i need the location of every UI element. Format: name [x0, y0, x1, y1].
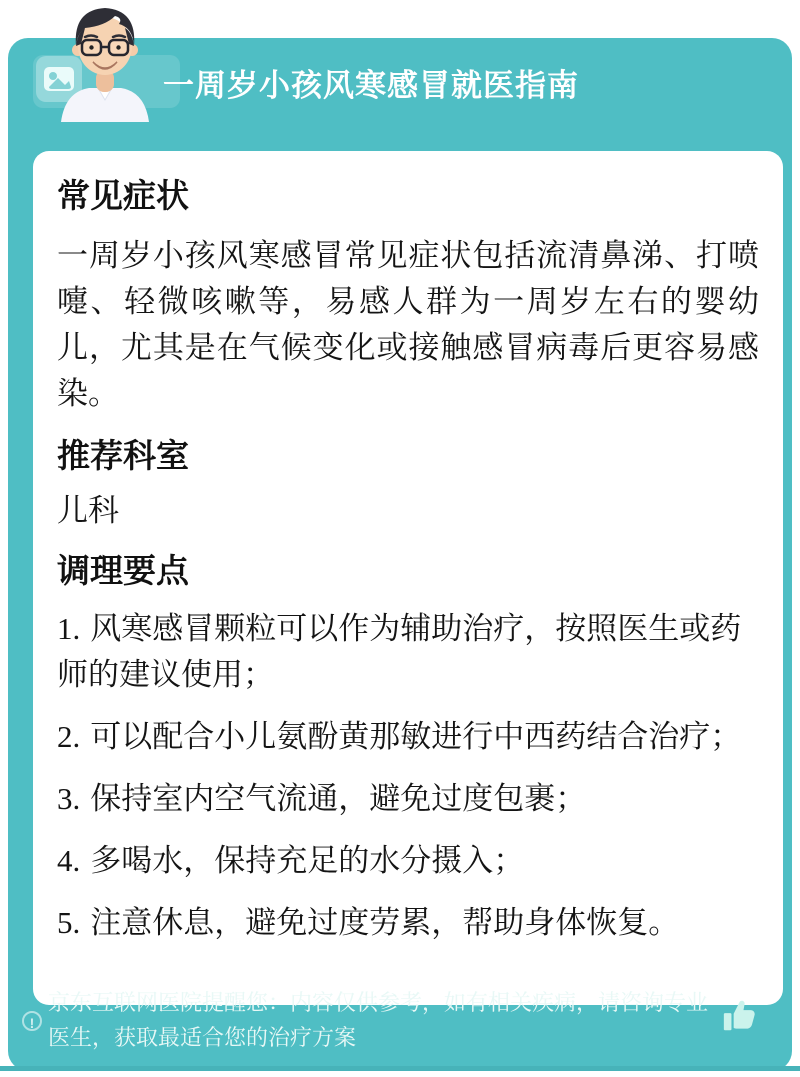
care-item-5 [57, 900, 759, 946]
care-item-4 [57, 838, 759, 884]
page-title: 一周岁小孩风寒感冒就医指南 [163, 68, 579, 103]
care-item-number: 3. [57, 781, 81, 816]
care-item-number: 4. [57, 843, 81, 878]
bottom-strip [0, 1066, 800, 1071]
care-item-2 [57, 714, 759, 760]
thumbs-up-icon[interactable] [721, 997, 759, 1035]
care-item-number: 1. [57, 611, 81, 646]
footer-disclaimer: 京东互联网医院提醒您：内容仅供参考，如有相关疾病，请咨询专业医生，获取最适合您的治疗方案 [48, 990, 709, 1050]
care-heading: 调理要点 [57, 552, 189, 589]
care-item-text: 可以配合小儿氨酚黄那敏进行中西药结合治疗； [90, 719, 742, 754]
care-item-text: 注意休息，避免过度劳累，帮助身体恢复。 [90, 905, 680, 940]
alert-circle-icon: ! [22, 1011, 42, 1031]
department-value: 儿科 [57, 493, 119, 528]
care-item-3 [57, 776, 759, 822]
care-item-number: 5. [57, 905, 81, 940]
guide-card [33, 151, 783, 1005]
doctor-avatar [45, 4, 165, 122]
department-heading: 推荐科室 [57, 437, 189, 474]
symptoms-heading: 常见症状 [57, 177, 189, 214]
guide-panel [8, 38, 792, 1071]
care-item-text: 风寒感冒颗粒可以作为辅助治疗，按照医生或药师的建议使用； [57, 611, 742, 692]
care-item-1 [57, 606, 759, 698]
care-item-text: 保持室内空气流通，避免过度包裹； [90, 781, 587, 816]
care-item-text: 多喝水，保持充足的水分摄入； [90, 843, 525, 878]
care-item-number: 2. [57, 719, 81, 754]
symptoms-text: 一周岁小孩风寒感冒常见症状包括流清鼻涕、打喷嚏、轻微咳嗽等，易感人群为一周岁左右的婴幼儿，尤其是在气候变化或接触感冒病毒后更容易感染。 [57, 238, 759, 411]
